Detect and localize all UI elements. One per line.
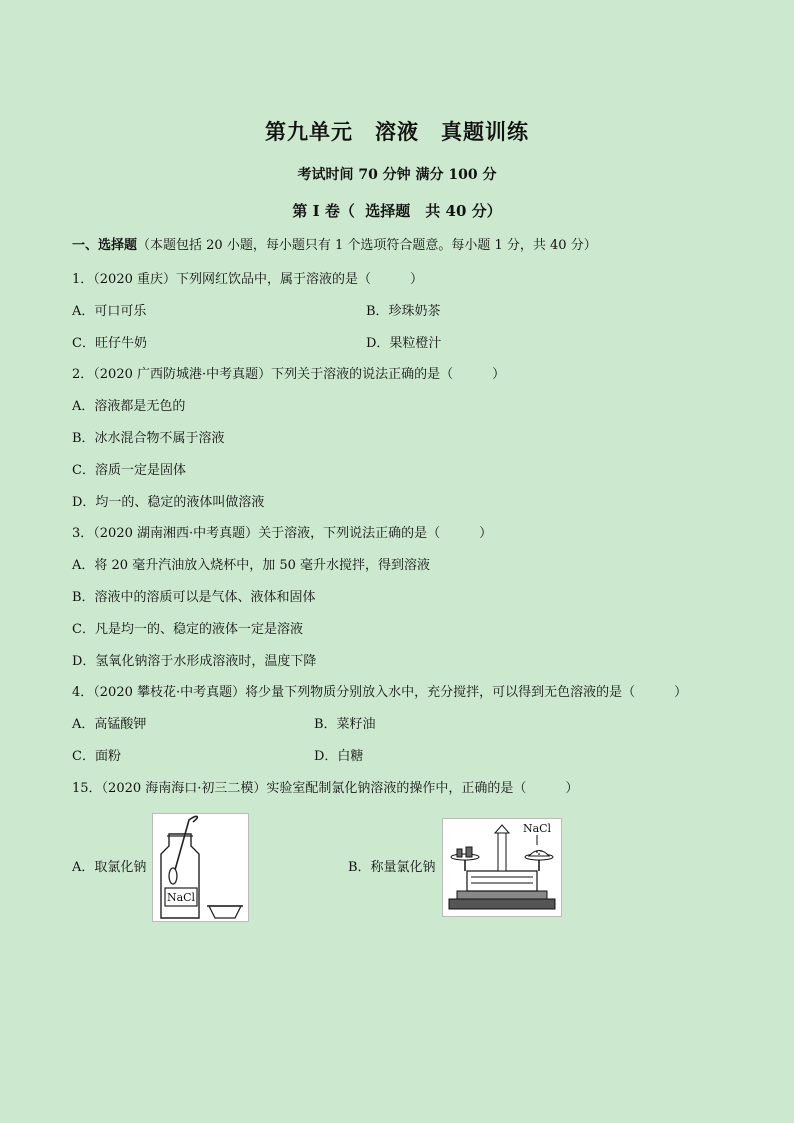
option-b: B．冰水混合物不属于溶液 [72,431,225,446]
figure-weigh-nacl [442,818,562,917]
option-c: C．溶质一定是固体 [72,463,186,478]
option-a: A．取氯化钠 [72,860,147,875]
instructions-label: 一、选择题 [72,238,138,253]
instructions [72,236,597,256]
option-a: A．可口可乐 [72,304,147,319]
page-title: 第九单元 溶液 真题训练 [265,120,529,144]
option-b: B．菜籽油 [314,717,376,732]
exam-info: 考试时间 70 分钟 满分 100 分 [297,167,497,183]
option-b: B．珍珠奶茶 [366,304,441,319]
section-heading: 第 I 卷（ 选择题 共 40 分） [292,202,502,220]
balance-scale-illustration [443,819,561,916]
question-stem: 3．（2020 湖南湘西·中考真题）关于溶液，下列说法正确的是（ ） [72,526,493,541]
scale-label: NaCl [522,822,552,835]
question-stem: 15．（2020 海南海口·初三二模）实验室配制氯化钠溶液的操作中，正确的是（ ） [72,781,579,796]
option-c: C．面粉 [72,749,121,764]
option-b: B．称量氯化钠 [348,860,436,875]
question-stem: 2．（2020 广西防城港·中考真题）下列关于溶液的说法正确的是（ ） [72,367,506,382]
option-b: B．溶液中的溶质可以是气体、液体和固体 [72,590,316,605]
question-stem: 1．（2020 重庆）下列网红饮品中，属于溶液的是（ ） [72,272,423,287]
reagent-bottle-illustration [153,814,248,921]
option-a: A．将 20 毫升汽油放入烧杯中，加 50 毫升水搅拌，得到溶液 [72,558,431,573]
option-d: D．白糖 [314,749,364,764]
option-a: A．高锰酸钾 [72,717,147,732]
option-a: A．溶液都是无色的 [72,399,186,414]
option-d: D．均一的、稳定的液体叫做溶液 [72,495,265,510]
figure-take-nacl [152,813,249,922]
option-d: D．氢氧化钠溶于水形成溶液时，温度下降 [72,654,317,669]
question-stem: 4．（2020 攀枝花·中考真题）将少量下列物质分别放入水中，充分搅拌，可以得到无色溶液的是（ ） [72,685,688,700]
option-d: D．果粒橙汁 [366,336,442,351]
option-c: C．凡是均一的、稳定的液体一定是溶液 [72,622,303,637]
bottle-label: NaCl [166,891,196,904]
instructions-text: （本题包括 20 小题，每小题只有 1 个选项符合题意。每小题 1 分，共 40 分） [137,238,597,253]
option-c: C．旺仔牛奶 [72,336,147,351]
